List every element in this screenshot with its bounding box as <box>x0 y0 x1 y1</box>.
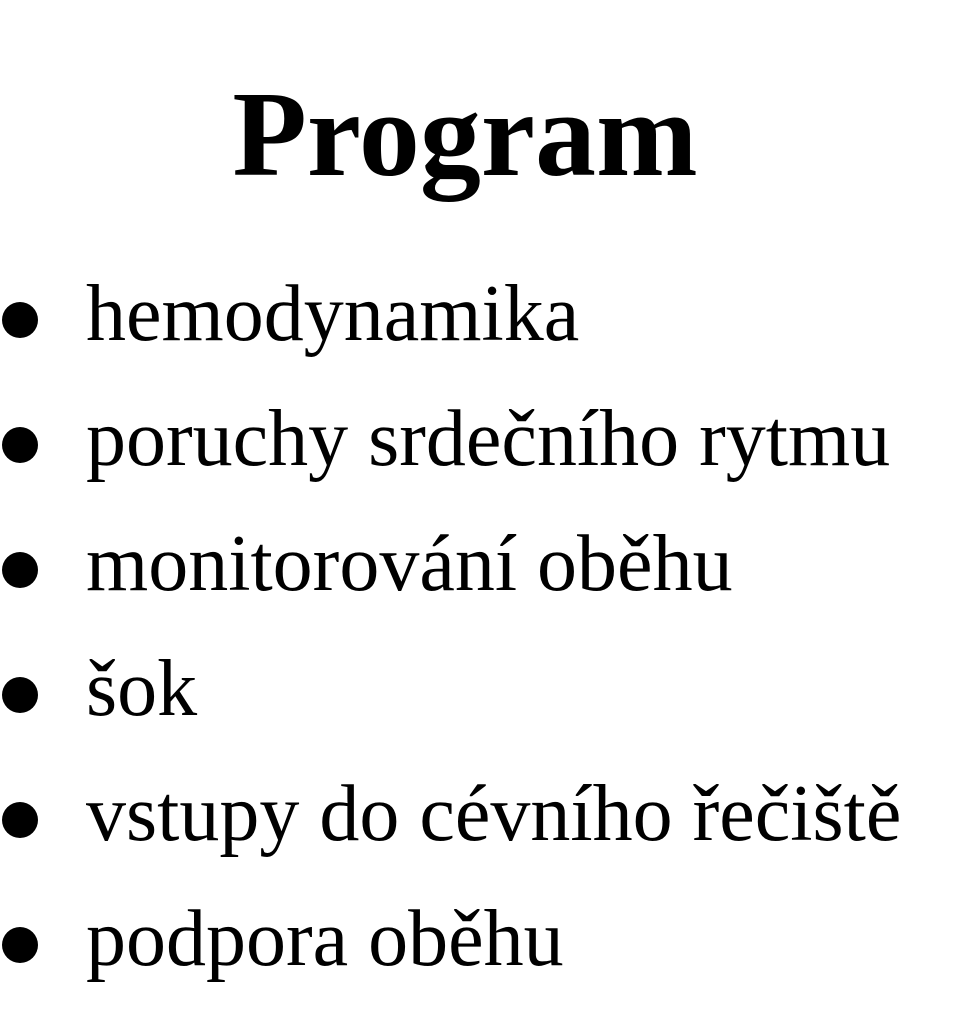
bullet-text: poruchy srdečního rytmu <box>86 395 891 483</box>
bullet-icon <box>2 427 38 463</box>
list-item <box>0 516 960 641</box>
bullet-icon <box>2 677 38 713</box>
bullet-text: šok <box>86 645 198 733</box>
list-item <box>0 891 960 1016</box>
bullet-text: monitorování oběhu <box>86 520 733 608</box>
list-item <box>0 391 960 516</box>
list-item <box>0 266 960 391</box>
bullet-text: vstupy do cévního řečiště <box>86 770 902 858</box>
list-item <box>0 641 960 766</box>
bullet-icon <box>2 552 38 588</box>
bullet-icon <box>2 302 38 338</box>
bullet-icon <box>2 802 38 838</box>
bullet-list <box>0 266 960 1016</box>
slide-title: Program <box>232 66 698 202</box>
bullet-icon <box>2 927 38 963</box>
list-item <box>0 766 960 891</box>
bullet-text: podpora oběhu <box>86 895 564 983</box>
bullet-text: hemodynamika <box>86 270 580 358</box>
